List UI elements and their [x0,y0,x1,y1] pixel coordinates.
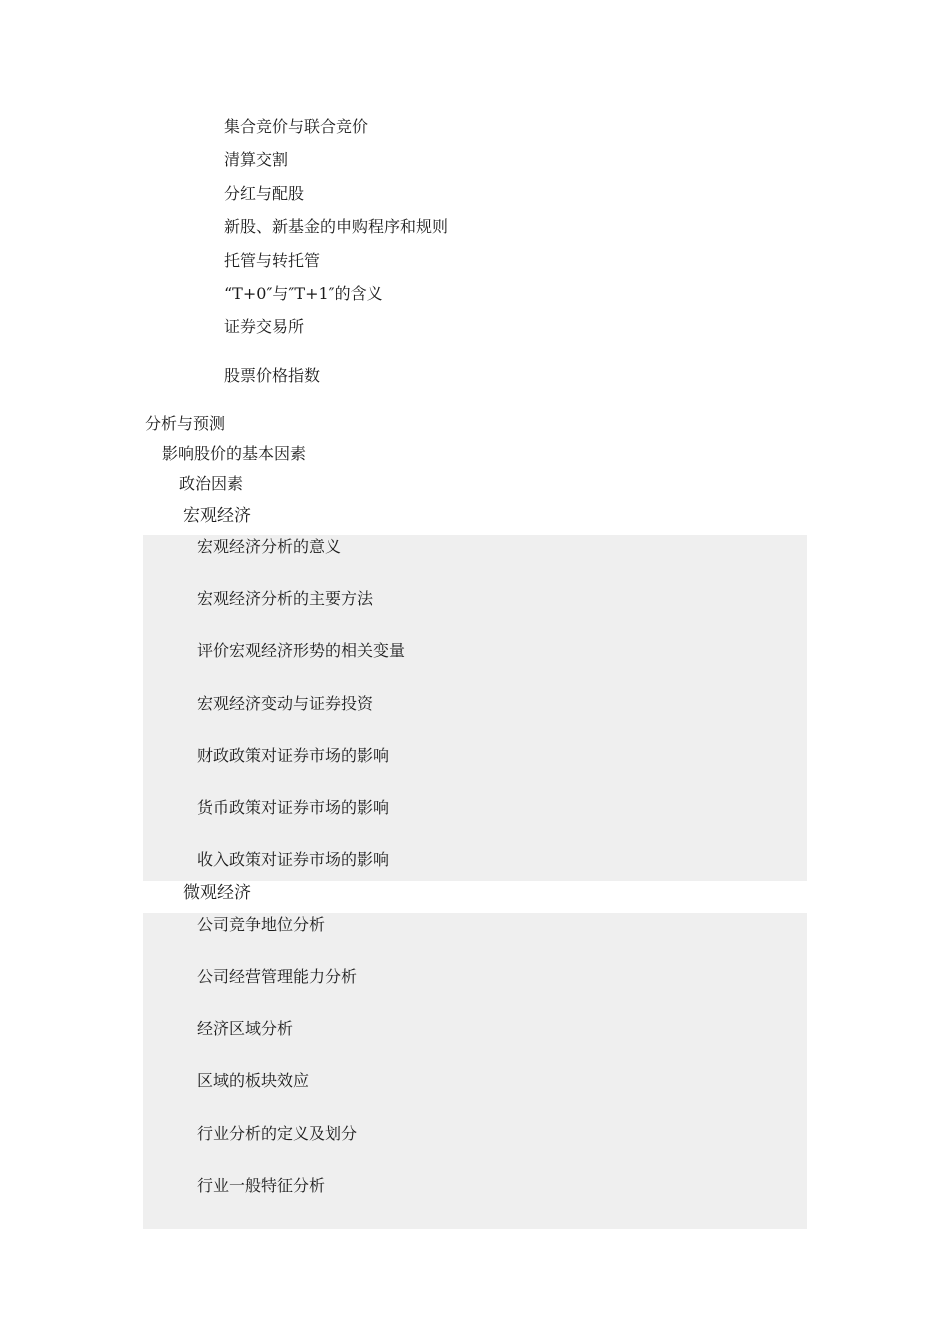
list-item: 行业分析的定义及划分 [197,1124,358,1143]
list-item: 股票价格指数 [224,366,321,385]
list-item: 财政政策对证券市场的影响 [197,746,390,765]
list-item: 分红与配股 [224,184,305,203]
list-item: 宏观经济分析的主要方法 [197,589,374,608]
heading-macro: 宏观经济 [183,506,251,526]
section-title: 分析与预测 [145,414,226,433]
heading-micro: 微观经济 [183,883,251,903]
list-item: 区域的板块效应 [197,1071,310,1090]
subsection-title: 影响股价的基本因素 [162,444,307,463]
list-item: 公司竞争地位分析 [197,915,326,934]
list-item: 清算交割 [224,150,289,169]
list-item: 经济区域分析 [197,1019,294,1038]
list-item: 托管与转托管 [224,251,321,270]
list-item: 公司经营管理能力分析 [197,967,358,986]
list-item: 宏观经济变动与证券投资 [197,694,374,713]
list-item: 宏观经济分析的意义 [197,537,342,556]
list-item: “T+0″与″T+1″的含义 [224,284,383,303]
list-item: 证券交易所 [224,317,305,336]
heading-political: 政治因素 [179,474,244,493]
list-item: 集合竞价与联合竞价 [224,117,369,136]
list-item: 货币政策对证券市场的影响 [197,798,390,817]
list-item: 行业一般特征分析 [197,1176,326,1195]
list-item: 评价宏观经济形势的相关变量 [197,641,406,660]
list-item: 收入政策对证券市场的影响 [197,850,390,869]
list-item: 新股、新基金的申购程序和规则 [224,217,449,236]
